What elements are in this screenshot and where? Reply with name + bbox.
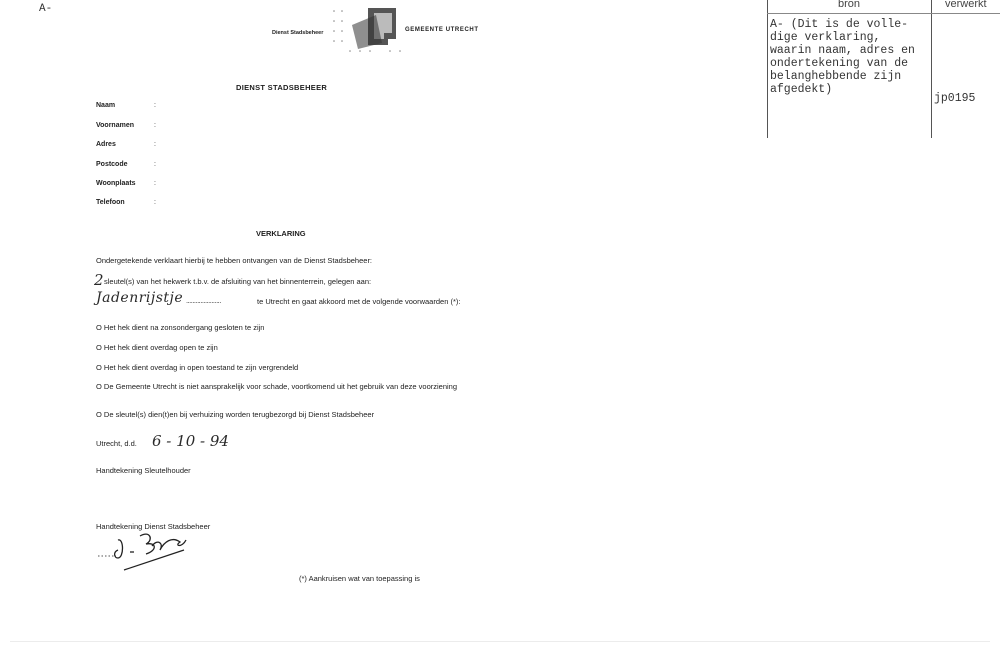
condition-5: O De sleutel(s) dien(t)en bij verhuizing worden terugbezorgd bij Dienst Stadsbeheer [96,410,375,419]
keys-text: sleutel(s) van het hekwerk t.b.v. de afsluiting van het binnenterrein, gelegen aan: [104,277,372,286]
signature-holder-label: Handtekening Sleutelhouder [96,466,191,475]
table-processed-code: jp0195 [934,92,976,105]
verklaring-heading: VERKLARING [256,229,306,238]
condition-4: O De Gemeente Utrecht is niet aansprakelijk voor schade, voortkomend uit het gebruik van deze voorziening [96,382,458,391]
field-label-voornamen: Voornamen [96,122,134,129]
footnote: (*) Aankruisen wat van toepassing is [299,574,420,583]
field-colon-woonplaats: : [154,180,156,187]
date-handwritten: 6 - 10 - 94 [152,432,229,450]
table-line-header [767,13,1000,14]
letterhead-dienst: Dienst Stadsbeheer [272,30,324,36]
field-label-telefoon: Telefoon [96,199,125,206]
gemeente-logo [330,5,410,60]
location-handwritten: Jadenrijstje [96,290,184,306]
date-label: Utrecht, d.d. [96,439,137,448]
field-colon-telefoon: : [154,199,156,206]
table-source-text: A- (Dit is de volle- dige verklaring, waarin naam, adres en ondertekening van de belanghebbende zijn afgedekt) [770,18,915,96]
corner-mark: A- [39,3,53,15]
condition-1: O Het hek dient na zonsondergang gesloten te zijn [96,323,265,332]
field-colon-postcode: : [154,161,156,168]
letterhead-gemeente: GEMEENTE UTRECHT [405,27,479,33]
keys-count-handwritten: 2 [94,271,104,289]
table-line-mid [931,0,932,138]
location-text: te Utrecht en gaat akkoord met de volgende voorwaarden (*): [257,297,461,306]
field-label-naam: Naam [96,102,116,109]
dienst-signature [94,528,204,576]
field-colon-naam: : [154,102,156,109]
table-header-source: bron [838,0,861,10]
field-colon-adres: : [154,141,156,148]
field-label-woonplaats: Woonplaats [96,180,136,187]
signature-dienst-label: Handtekening Dienst Stadsbeheer [96,522,211,531]
bottom-divider [10,641,990,642]
condition-3: O Het hek dient overdag in open toestand te zijn vergrendeld [96,363,299,372]
field-label-adres: Adres [96,141,116,148]
field-label-postcode: Postcode [96,161,128,168]
page-title: DIENST STADSBEHEER [236,83,328,92]
field-colon-voornamen: : [154,122,156,129]
table-header-processed: verwerkt [945,0,987,10]
condition-2: O Het hek dient overdag open te zijn [96,343,218,352]
location-dots: ...................... [186,296,221,305]
intro-text: Ondergetekende verklaart hierbij te hebben ontvangen van de Dienst Stadsbeheer: [96,256,373,265]
table-line-left [767,0,768,138]
